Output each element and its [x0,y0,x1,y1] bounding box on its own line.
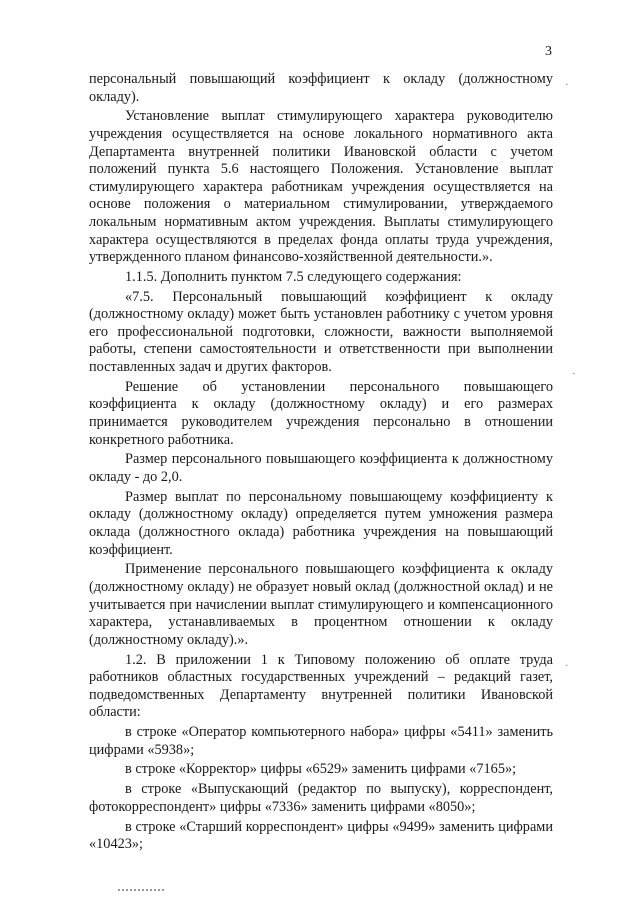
paragraph: в строке «Оператор компьютерного набора» цифры «5411» заменить цифрами «5938»; [89,724,553,758]
paragraph: 1.1.5. Дополнить пунктом 7.5 следующего содержания: [125,268,462,285]
paragraph: Размер выплат по персональному повышающему коэффициенту к окладу (должностному окладу) определяется путем умножения размера оклада (должностного оклада) работника учреждения на повышающий коэффициент. [89,488,553,558]
scan-artifact [118,889,164,893]
document-body [89,71,553,856]
paragraph: Применение персонального повышающего коэффициента к окладу (должностному окладу) не образует новый оклад (должностной оклад) и не учитывается при начислении выплат стимулирующего и компенсационного характера, устанавливаемых в процентном отношении к окладу (должностному окладу).». [89,561,553,648]
paragraph: 1.2. В приложении 1 к Типовому положению об оплате труда работников областных государственных учреждений – редакций газет, подведомственных Департаменту внутренней политики Ивановской области: [89,651,553,721]
paragraph: в строке «Корректор» цифры «6529» заменить цифрами «7165»; [125,761,517,778]
paragraph: в строке «Выпускающий (редактор по выпуску), корреспондент, фотокорреспондент» цифры «7336» заменить цифрами «8050»; [89,781,553,815]
paragraph: Решение об установлении персонального повышающего коэффициента к окладу (должностному окладу) и его размерах принимается руководителем учреждения персонально в отношении конкретного работника. [89,378,553,448]
scan-speck: · [572,368,576,380]
paragraph: Установление выплат стимулирующего характера руководителю учреждения осуществляется на основе локального нормативного акта Департамента внутренней политики Ивановской области с учетом положений пункта 5.6 настоящего Положения. Установление выплат стимулирующего характера работникам учреждения осуществляется на основе положения о материальном стимулировании, утверждаемого локальным нормативным актом учреждения. Выплаты стимулирующего характера осуществляются в пределах фонда оплаты труда учреждения, утвержденного планом финансово-хозяйственной деятельности.». [89,108,553,266]
paragraph: Размер персонального повышающего коэффициента к должностному окладу - до 2,0. [89,451,553,485]
scan-speck: · [565,660,569,672]
paragraph: в строке «Старший корреспондент» цифры «9499» заменить цифрами «10423»; [89,818,553,853]
page-number: 3 [545,44,552,59]
paragraph: «7.5. Персональный повышающий коэффициент к окладу (должностному окладу) может быть установлен работнику с учетом уровня его профессиональной подготовки, сложности, важности выполняемой работы, степени самостоятельности и ответственности при выполнении поставленных задач и других факторов. [89,288,553,376]
paragraph: персональный повышающий коэффициент к окладу (должностному окладу). [89,71,553,105]
scan-speck: · [565,79,569,91]
